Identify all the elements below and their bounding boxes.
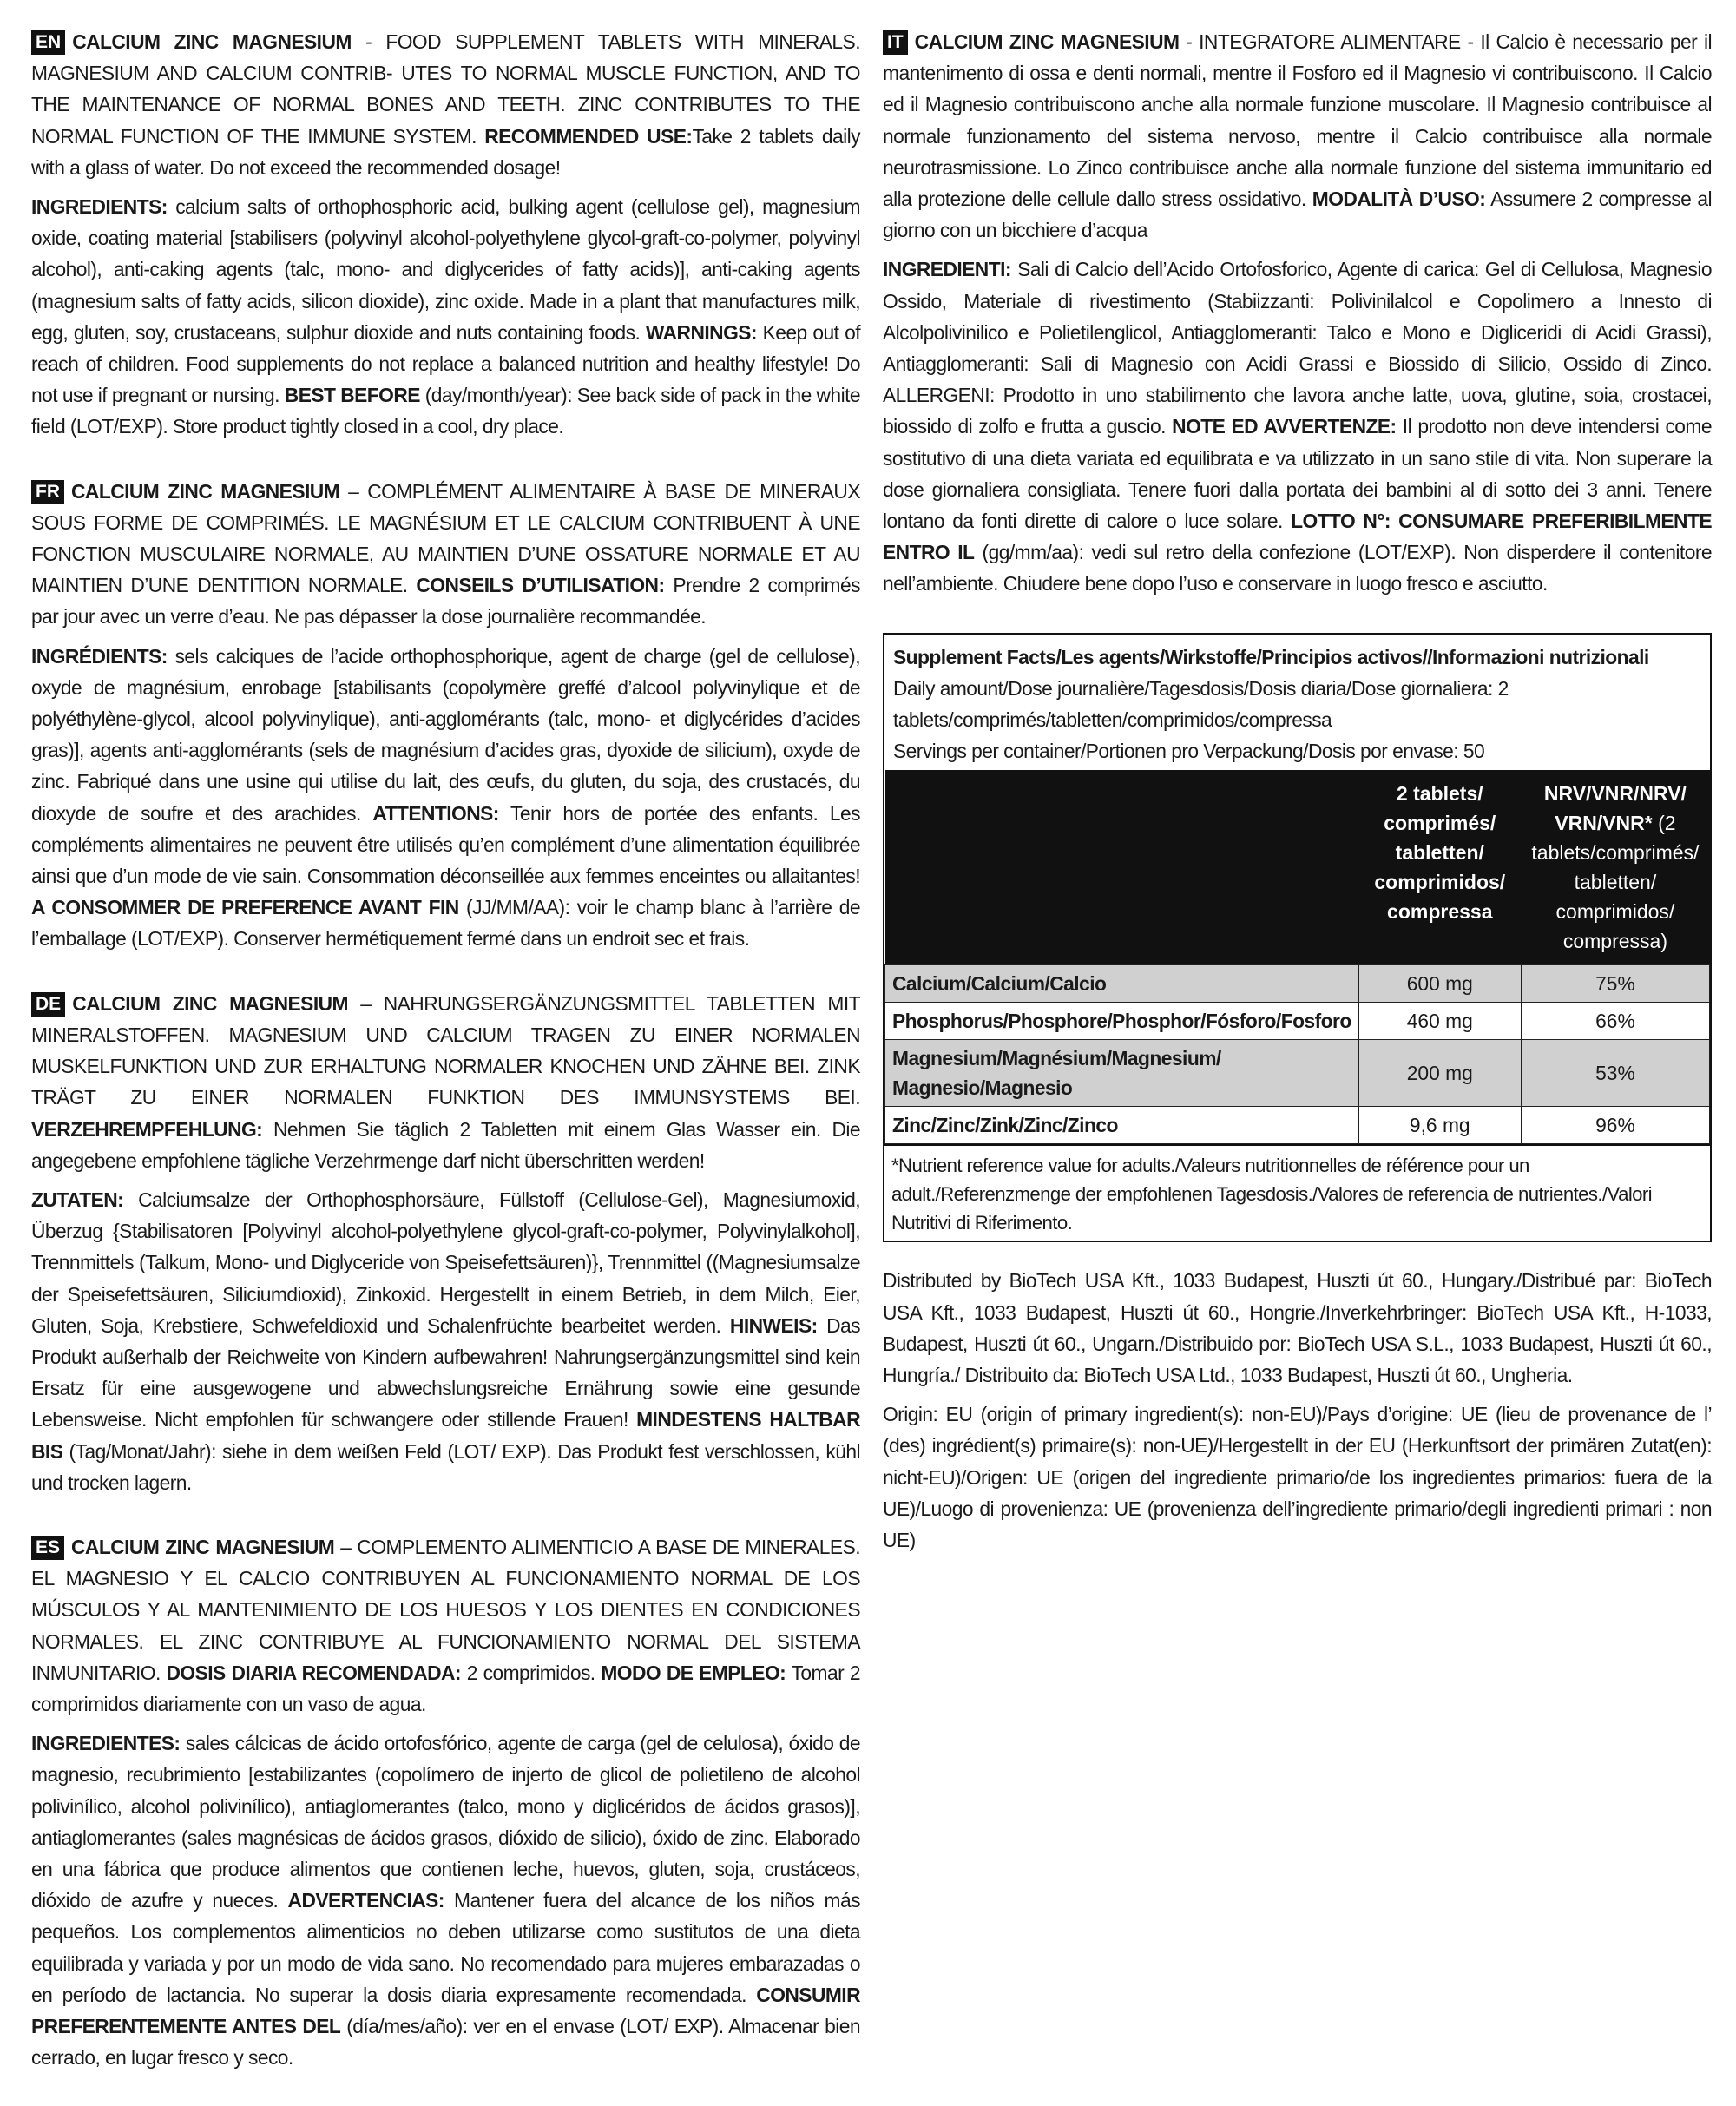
- nutrient-name: Magnesium/Magnésium/Magnesium/ Magnesio/Magnesio: [885, 1040, 1359, 1107]
- section-fr: [31, 476, 860, 955]
- nutrient-amount: 9,6 mg: [1358, 1107, 1521, 1144]
- lang-tag-de: DE: [31, 992, 65, 1017]
- distributor-text: Distributed by BioTech USA Kft., 1033 Budapest, Huszti út 60., Hungary./Distribué par: BioTech USA Kft., 1033 Budapest, Huszti út 60., Hongrie./Inverkehrbringer: BioTech USA Kft., H-1033, Budapest, Huszti út 60., Ungarn./Distribuido por: BioTech USA S.L., 1033 Budapest, Huszti út 60., Hungría./ Distribuito da: BioTech USA Ltd., 1033 Budapest, Huszti út 60., Ungheria.: [883, 1269, 1712, 1387]
- de-ingredients: ZUTATEN: Calciumsalze der Orthophosphorsäure, Füllstoff (Cellulose-Gel), Magnesiumoxid, Überzug {Stabilisatoren [Polyvinyl alcohol-polyethylene glycol-graft-co-polymer, Polyvinylalkohol], Trennmittels (Talkum, Mono- und Diglyceride von Speisefettsäuren)}, Trennmittel ((Magnesiumsalze der Speisefettsäuren, Siliciumdioxid), Zinkoxid. Hergestellt in einem Betrieb, in dem Milch, Eier, Gluten, Soja, Krebstiere, Schwefeldioxid und Schalenfrüchte bearbeitet werden. HINWEIS: Das Produkt außerhalb der Reichweite von Kindern aufbewahren! Nahrungsergänzungsmittel sind kein Ersatz für eine ausgewogene und abwechslungsreiche Ernährung sowie eine gesunde Lebensweise. Nicht empfohlen für schwangere oder stillende Frauen! MINDESTENS HALTBAR BIS (Tag/Monat/Jahr): siehe in dem weißen Feld (LOT/ EXP). Das Produkt fest verschlossen, kühl und trocken lagern.: [31, 1188, 860, 1494]
- facts-daily-amount: Daily amount/Dose journalière/Tagesdosis/Dosis diaria/Dose giornaliera: 2 tablets/comprimés/tabletten/comprimidos/compressa: [893, 676, 1509, 732]
- fr-intro: FR CALCIUM ZINC MAGNESIUM – COMPLÉMENT ALIMENTAIRE À BASE DE MINERAUX SOUS FORME DE COMPRIMÉS. LE MAGNÉSIUM ET LE CALCIUM CONTRIBUENT À UNE FONCTION MUSCULAIRE NORMALE, AU MAINTIEN D’UNE OSSATURE NORMALE ET AU MAINTIEN D’UNE DENTITION NORMALE. CONSEILS D’UTILISATION: Prendre 2 comprimés par jour avec un verre d’eau. Ne pas dépasser la dose journalière recommandée.: [31, 479, 860, 629]
- facts-footnote: *Nutrient reference value for adults./Valeurs nutritionnelles de référence pour un adult./Referenzmenge der empfohlenen Tagesdosis./Valores de referencia de nutrientes./Valori Nutritivi di Riferimento.: [884, 1144, 1710, 1241]
- section-it: [883, 26, 1712, 600]
- es-ingredients-part1: INGREDIENTES: sales cálcicas de ácido ortofosfórico, agente de carga (gel de celulosa), óxido de magnesio, recubrimiento [estabilizantes (copolímero de injerto de glicol de polietileno de alcohol polivinílico, alcohol polivinílico), antiaglomerantes (talco, mono y diglicéridos de ácidos grasos)], antiaglomerantes (sales magnésicas de ácidos grasos, dióxido de silicio), óxido de zinc. Elaborado en una fábrica que produce alimentos que contienen leche, huevos, gluten, soja, crustáceos, dióxido de azufre y nueces. ADVERTENCIAS: Mantener fuera del alcance de los niños más pequeños. Los complementos alimenticios no deben utilizarse como sustitutos de una dieta equilibrada y variada y por un modo de vida sano. No recomendado para mujeres embarazadas o en período de lactancia. No superar la dosis diaria expresamente recomendada. CONSUMIR PREFERENTEMENTE ANTES DEL (día/mes/año): ver en el envase (LOT/ EXP). Almacenar bien cerrado, en lugar fresco y seco.: [31, 1732, 861, 2070]
- nutrient-name: Zinc/Zinc/Zink/Zinc/Zinco: [885, 1107, 1359, 1144]
- fr-ingredients: INGRÉDIENTS: sels calciques de l’acide orthophosphorique, agent de charge (gel de cellulose), oxyde de magnésium, enrobage [stabilisants (copolymère greffé d’alcool polyvinylique et de polyéthylène-glycol, alcool polyvinylique), anti-agglomérants (talc, mono- et diglycérides d’acides gras)], agents anti-agglomérants (sels de magnésium d’acides gras, dyoxide de silicium), oxyde de zinc. Fabriqué dans une usine qui utilise du lait, des œufs, du gluten, du soja, des crustacés, du dioxyde de soufre et des arachides. ATTENTIONS: Tenir hors de portée des enfants. Les compléments alimentaires ne peuvent être utilisés qu’en complément d’une alimentation équilibrée ainsi que d’un mode de vie sain. Consommation déconseillée aux femmes enceintes ou allaitantes! A CONSOMMER DE PREFERENCE AVANT FIN (JJ/MM/AA): voir le champ blanc à l’arrière de l’emballage (LOT/EXP). Conserver hermétiquement fermé dans un endroit sec et frais.: [31, 644, 860, 951]
- nutrient-nrv: 53%: [1521, 1040, 1709, 1107]
- de-intro: DE CALCIUM ZINC MAGNESIUM – NAHRUNGSERGÄNZUNGSMITTEL TABLETTEN MIT MINERALSTOFFEN. MAGNESIUM UND CALCIUM TRAGEN ZU EINER NORMALEN MUSKELFUNKTION UND ZUR ERHALTUNG NORMALER KNOCHEN UND ZÄHNE BEI. ZINK TRÄGT ZU EINER NORMALEN FUNKTION DES IMMUNSYSTEMS BEI. VERZEHREMPFEHLUNG: Nehmen Sie täglich 2 Tabletten mit einem Glas Wasser ein. Die angegebene empfohlene tägliche Verzehrmenge darf nicht überschritten werden!: [31, 991, 860, 1172]
- left-column: [31, 26, 860, 2106]
- lang-tag-it: IT: [883, 30, 908, 55]
- table-row: [885, 1107, 1710, 1144]
- es-intro: ES CALCIUM ZINC MAGNESIUM – COMPLEMENTO ALIMENTICIO A BASE DE MINERALES. EL MAGNESIO Y EL CALCIO CONTRIBUYEN AL FUNCIONAMIENTO NORMAL DE LOS MÚSCULOS Y AL MANTENIMIENTO DE LOS HUESOS Y LOS DIENTES EN CONDICIONES NORMALES. EL ZINC CONTRIBUYE AL FUNCIONAMIENTO NORMAL DEL SISTEMA INMUNITARIO. DOSIS DIARIA RECOMENDADA: 2 comprimidos. MODO DE EMPLEO: Tomar 2 comprimidos diariamente con un vaso de agua.: [31, 1535, 861, 1715]
- nutrient-amount: 460 mg: [1358, 1003, 1521, 1040]
- nutrient-amount: 200 mg: [1358, 1040, 1521, 1107]
- table-row: [885, 1003, 1710, 1040]
- facts-header-amount: 2 tablets/ comprimés/ tabletten/ comprimidos/ compressa: [1358, 770, 1521, 965]
- nutrient-name: Calcium/Calcium/Calcio: [885, 965, 1359, 1003]
- section-de: [31, 988, 860, 1498]
- section-es: [31, 1531, 860, 2073]
- nutrient-nrv: 66%: [1521, 1003, 1709, 1040]
- table-row: [885, 1040, 1710, 1107]
- facts-header-blank: [885, 770, 1359, 965]
- it-intro: IT CALCIUM ZINC MAGNESIUM - INTEGRATORE ALIMENTARE - Il Calcio è necessario per il mantenimento di ossa e denti normali, mentre il Fosforo ed il Magnesio vi contribuiscono. Il Calcio ed il Magnesio contribuiscono anche alla normale funzione muscolare. Il Magnesio contribuisce al normale funzionamento del sistema nervoso, mentre il Calcio contribuisce alla normale neurotrasmissione. Lo Zinco contribuisce anche alla normale funzione del sistema immunitario ed alla protezione delle cellule dallo stress ossidativo. MODALITÀ D’USO: Assumere 2 compresse al giorno con un bicchiere d’acqua: [883, 30, 1712, 242]
- it-ingredients: INGREDIENTI: Sali di Calcio dell’Acido Ortofosforico, Agente di carica: Gel di Cellulosa, Magnesio Ossido, Materiale di rivestimento (Stabiizzanti: Polivinilalcol e Copolimero a Innesto di Alcolpolivinilico e Polietilenglicol, Antiagglomeranti: Talco e Mono e Digliceridi di Acidi Grassi), Antiagglomeranti: Sali di Magnesio con Acidi Grassi e Biossido di Silicio, Ossido di Zinco. ALLERGENI: Prodotto in uno stabilimento che lavora anche latte, uova, glutine, soia, crostacei, biossido di zolfo e frutta a guscio. NOTE ED AVVERTENZE: Il prodotto non deve intendersi come sostitutivo di una dieta variata ed equilibrata e va utilizzato in un sano stile di vita. Non superare la dose giornaliera consigliata. Tenere fuori dalla portata dei bambini al di sotto dei 3 anni. Tenere lontano da fonti dirette di calore o luce solare. LOTTO N°: CONSUMARE PREFERIBILMENTE ENTRO IL (gg/mm/aa): vedi sul retro della confezione (LOT/EXP). Non disperdere il contenitore nell’ambiente. Chiudere bene dopo l’uso e conservare in luogo fresco e asciutto.: [883, 258, 1712, 596]
- it-heading: CALCIUM ZINC MAGNESIUM: [914, 30, 1180, 53]
- es-heading: CALCIUM ZINC MAGNESIUM: [71, 1535, 335, 1558]
- facts-table-header: [885, 770, 1710, 965]
- facts-table: [884, 770, 1710, 1144]
- lang-tag-fr: FR: [31, 480, 64, 504]
- de-heading: CALCIUM ZINC MAGNESIUM: [72, 991, 348, 1015]
- facts-servings: Servings per container/Portionen pro Verpackung/Dosis por envase: 50: [893, 740, 1485, 763]
- en-heading: CALCIUM ZINC MAGNESIUM: [72, 30, 352, 53]
- nutrient-amount: 600 mg: [1358, 965, 1521, 1003]
- lang-tag-es: ES: [31, 1536, 64, 1560]
- supplement-facts-panel: [883, 633, 1712, 1243]
- fr-heading: CALCIUM ZINC MAGNESIUM: [71, 479, 340, 503]
- en-intro: EN CALCIUM ZINC MAGNESIUM - FOOD SUPPLEMENT TABLETS WITH MINERALS. MAGNESIUM AND CALCIUM CONTRIB- UTES TO NORMAL MUSCLE FUNCTION, AND TO THE MAINTENANCE OF NORMAL BONES AND TEETH. ZINC CONTRIBUTES TO THE NORMAL FUNCTION OF THE IMMUNE SYSTEM. RECOMMENDED USE:Take 2 tablets daily with a glass of water. Do not exceed the recommended dosage!: [31, 30, 861, 179]
- table-row: [885, 965, 1710, 1003]
- lang-tag-en: EN: [31, 30, 65, 55]
- section-en: [31, 26, 860, 443]
- facts-title: Supplement Facts/Les agents/Wirkstoffe/Principios activos//Informazioni nutrizionali: [893, 645, 1649, 668]
- right-column: [883, 26, 1712, 1563]
- origin-text: Origin: EU (origin of primary ingredient(s): non-EU)/Pays d’origine: UE (lieu de provenance de l’ (des) ingrédient(s) primaire(s): non-UE)/Hergestellt in der EU (Herkunftsort der primären Zutat(en): nicht-EU)/Origen: UE (origen del ingrediente primario/de los ingredientes primarios: fuera de la UE)/Luogo di provenienza: UE (provenienza dell’ingrediente primario/degli ingredienti primari : non UE): [883, 1403, 1712, 1552]
- nutrient-nrv: 96%: [1521, 1107, 1709, 1144]
- en-ingredients: INGREDIENTS: calcium salts of orthophosphoric acid, bulking agent (cellulose gel), magnesium oxide, coating material [stabilisers (polyvinyl alcohol-polyethylene glycol-graft-co-polymer, polyvinyl alcohol), anti-caking agents (talc, mono- and diglycerides of fatty acids)], anti-caking agents (magnesium salts of fatty acids, silicon dioxide), zinc oxide. Made in a plant that manufactures milk, egg, gluten, soy, crustaceans, sulphur dioxide and nuts containing foods. WARNINGS: Keep out of reach of children. Food supplements do not replace a balanced nutrition and healthy lifestyle! Do not use if pregnant or nursing. BEST BEFORE (day/month/year): See back side of pack in the white field (LOT/EXP). Store product tightly closed in a cool, dry place.: [31, 195, 860, 438]
- nutrient-name: Phosphorus/Phosphore/Phosphor/Fósforo/Fosforo: [885, 1003, 1359, 1040]
- facts-header-nrv: NRV/VNR/NRV/ VRN/VNR* (2 tablets/comprimés/ tabletten/ comprimidos/ compressa): [1521, 770, 1709, 965]
- nutrient-nrv: 75%: [1521, 965, 1709, 1003]
